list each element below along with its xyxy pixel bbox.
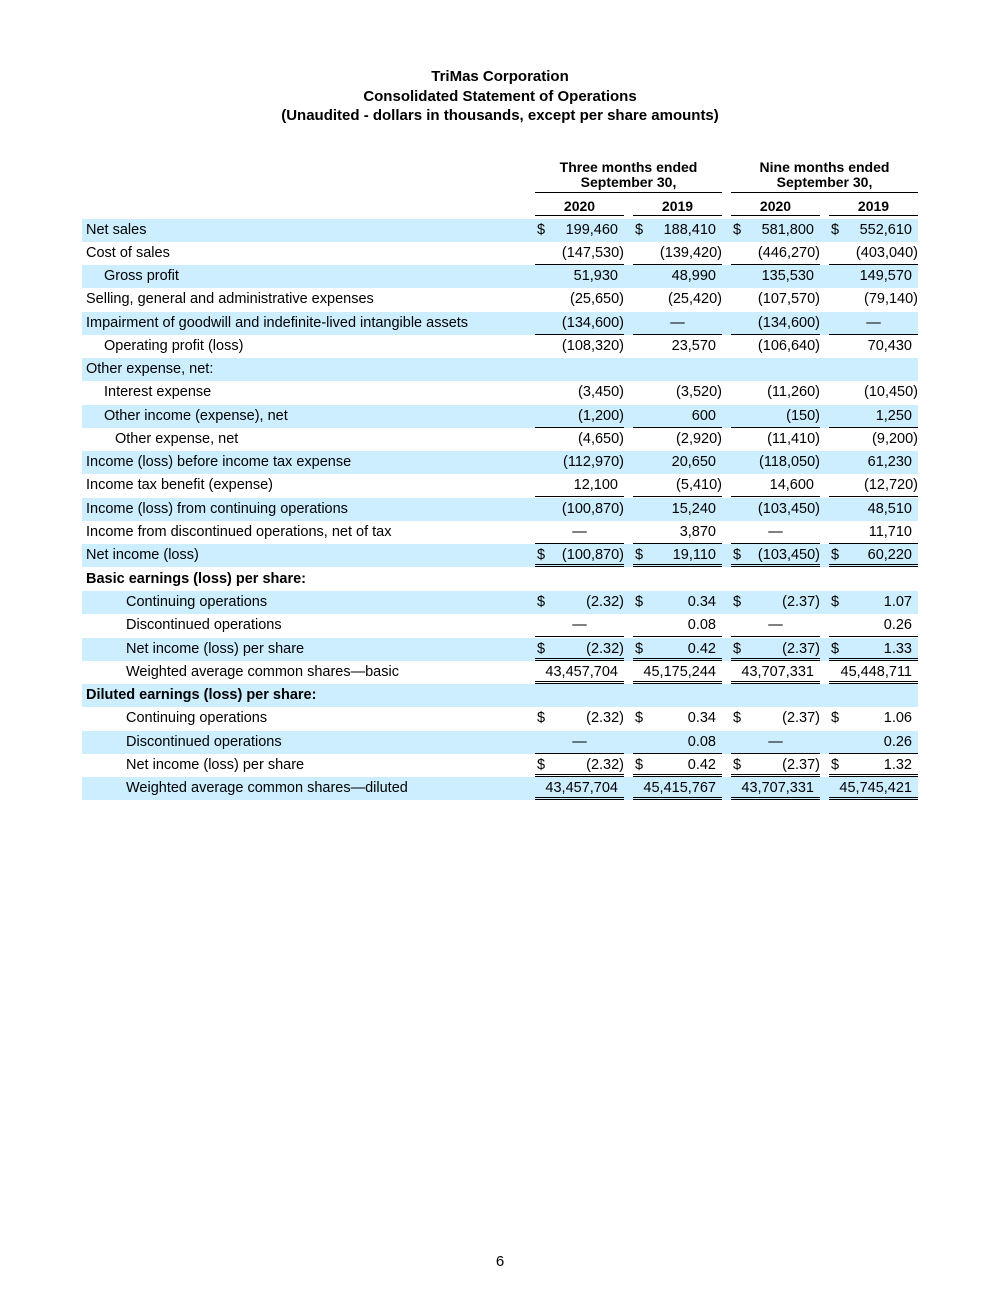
table-row xyxy=(82,312,918,335)
currency-symbol: $ xyxy=(733,757,742,773)
value-cell xyxy=(731,498,820,521)
table-row xyxy=(82,568,918,591)
value-cell xyxy=(731,684,820,707)
cell-value: (3,450) xyxy=(578,384,624,400)
value-cell xyxy=(731,428,820,451)
cell-value: (103,450) xyxy=(757,501,820,517)
table-row xyxy=(82,288,918,311)
cell-value: (118,050) xyxy=(759,454,820,470)
row-label: Continuing operations xyxy=(126,710,268,726)
cell-value: 43,707,331 xyxy=(741,664,814,680)
cell-value: — xyxy=(572,734,587,750)
value-cell xyxy=(535,568,624,591)
value-cell xyxy=(829,498,918,521)
table-row xyxy=(82,451,918,474)
cell-value: (147,530) xyxy=(561,245,624,261)
row-label: Income from discontinued operations, net of tax xyxy=(86,524,392,540)
value-cell xyxy=(731,358,820,381)
cell-value: (4,650) xyxy=(578,431,624,447)
table-row xyxy=(82,544,918,567)
value-cell xyxy=(633,242,722,265)
cell-value: — xyxy=(866,315,881,331)
value-cell xyxy=(731,661,820,684)
currency-symbol: $ xyxy=(537,547,546,563)
value-cell xyxy=(829,358,918,381)
value-cell xyxy=(633,405,722,428)
value-cell xyxy=(535,544,624,567)
row-label: Basic earnings (loss) per share: xyxy=(86,571,306,587)
currency-symbol: $ xyxy=(537,641,546,657)
cell-value: 45,175,244 xyxy=(643,664,716,680)
currency-symbol: $ xyxy=(831,594,840,610)
year-header-2020-q: 2020 xyxy=(535,198,624,216)
currency-symbol: $ xyxy=(635,594,644,610)
cell-value: 135,530 xyxy=(761,268,814,284)
cell-value: 45,415,767 xyxy=(643,780,716,796)
value-cell xyxy=(633,544,722,567)
table-row xyxy=(82,521,918,544)
value-cell xyxy=(731,777,820,800)
value-cell xyxy=(633,265,722,288)
cell-value: (11,410) xyxy=(767,431,820,447)
row-label: Income tax benefit (expense) xyxy=(86,477,273,493)
value-cell xyxy=(829,707,918,730)
cell-value: 51,930 xyxy=(573,268,618,284)
value-cell xyxy=(535,474,624,497)
cell-value: (2.37) xyxy=(782,710,820,726)
cell-value: (1,200) xyxy=(578,407,624,424)
value-cell xyxy=(829,638,918,661)
value-cell xyxy=(633,358,722,381)
row-label: Diluted earnings (loss) per share: xyxy=(86,687,317,703)
currency-symbol: $ xyxy=(733,710,742,726)
value-cell xyxy=(731,731,820,754)
cell-value: 45,448,711 xyxy=(840,664,912,680)
table-row xyxy=(82,731,918,754)
currency-symbol: $ xyxy=(831,757,840,773)
cell-value: (9,200) xyxy=(872,431,918,447)
cell-value: (139,420) xyxy=(659,245,722,261)
value-cell xyxy=(633,638,722,661)
value-cell xyxy=(633,219,722,242)
table-row xyxy=(82,498,918,521)
statement-subtitle: (Unaudited - dollars in thousands, except per share amounts) xyxy=(281,107,719,124)
row-label: Interest expense xyxy=(104,384,212,400)
cell-value: (2.32) xyxy=(586,757,624,773)
cell-value: 3,870 xyxy=(679,524,716,540)
row-label: Weighted average common shares—basic xyxy=(126,664,399,680)
cell-value: 188,410 xyxy=(663,221,716,238)
cell-value: — xyxy=(670,315,685,331)
value-cell xyxy=(829,428,918,451)
cell-value: 11,710 xyxy=(868,524,912,540)
value-cell xyxy=(535,242,624,265)
cell-value: 1.06 xyxy=(883,710,912,726)
value-cell xyxy=(829,312,918,335)
cell-value: (2.32) xyxy=(586,710,624,726)
value-cell xyxy=(731,521,820,544)
row-label: Net income (loss) xyxy=(86,547,199,563)
row-label: Discontinued operations xyxy=(126,734,282,750)
year-header-2020-ytd: 2020 xyxy=(731,198,820,216)
value-cell xyxy=(731,568,820,591)
value-cell xyxy=(633,591,722,614)
value-cell xyxy=(829,544,918,567)
year-header-2019-ytd: 2019 xyxy=(829,198,918,216)
value-cell xyxy=(535,638,624,661)
cell-value: 23,570 xyxy=(671,338,716,354)
value-cell xyxy=(535,381,624,404)
cell-value: 581,800 xyxy=(761,221,814,238)
currency-symbol: $ xyxy=(733,221,742,238)
value-cell xyxy=(633,731,722,754)
cell-value: 12,100 xyxy=(573,477,618,493)
currency-symbol: $ xyxy=(831,710,840,726)
cell-value: — xyxy=(572,524,587,540)
cell-value: (446,270) xyxy=(757,245,820,261)
value-cell xyxy=(535,312,624,335)
value-cell xyxy=(535,265,624,288)
table-row xyxy=(82,614,918,637)
currency-symbol: $ xyxy=(831,641,840,657)
cell-value: 19,110 xyxy=(672,547,716,563)
cell-value: 0.26 xyxy=(883,617,912,633)
cell-value: (2.37) xyxy=(782,757,820,773)
cell-value: 149,570 xyxy=(859,268,912,284)
cell-value: — xyxy=(768,524,783,540)
row-label: Discontinued operations xyxy=(126,617,282,633)
cell-value: 43,707,331 xyxy=(741,780,814,796)
value-cell xyxy=(829,777,918,800)
currency-symbol: $ xyxy=(635,221,644,238)
cell-value: (12,720) xyxy=(863,477,918,493)
value-cell xyxy=(731,405,820,428)
value-cell xyxy=(829,405,918,428)
value-cell xyxy=(829,614,918,637)
value-cell xyxy=(535,428,624,451)
cell-value: (100,870) xyxy=(561,547,624,563)
value-cell xyxy=(731,288,820,311)
value-cell xyxy=(829,731,918,754)
value-cell xyxy=(535,754,624,777)
cell-value: (108,320) xyxy=(561,338,624,354)
table-row xyxy=(82,219,918,242)
currency-symbol: $ xyxy=(733,547,742,563)
row-label: Income (loss) before income tax expense xyxy=(86,454,352,470)
value-cell xyxy=(535,451,624,474)
table-row xyxy=(82,405,918,428)
cell-value: 0.08 xyxy=(687,617,716,633)
table-row xyxy=(82,684,918,707)
row-label: Impairment of goodwill and indefinite-lived intangible assets xyxy=(86,315,469,331)
cell-value: 60,220 xyxy=(867,547,912,563)
table-row xyxy=(82,777,918,800)
value-cell xyxy=(731,638,820,661)
value-cell xyxy=(731,544,820,567)
cell-value: (5,410) xyxy=(676,477,722,493)
cell-value: (112,970) xyxy=(563,454,624,470)
cell-value: 0.42 xyxy=(687,757,716,773)
cell-value: 43,457,704 xyxy=(545,664,618,680)
cell-value: (106,640) xyxy=(757,338,820,354)
cell-value: (403,040) xyxy=(855,245,918,261)
cell-value: — xyxy=(572,617,587,633)
row-label: Cost of sales xyxy=(86,245,170,261)
value-cell xyxy=(829,591,918,614)
value-cell xyxy=(829,335,918,358)
cell-value: (25,420) xyxy=(667,291,722,307)
cell-value: (2.32) xyxy=(586,641,624,657)
table-row xyxy=(82,707,918,730)
cell-value: (79,140) xyxy=(863,291,918,307)
cell-value: 45,745,421 xyxy=(839,780,912,796)
table-row xyxy=(82,381,918,404)
value-cell xyxy=(829,288,918,311)
page-number: 6 xyxy=(495,1253,505,1270)
row-label: Income (loss) from continuing operations xyxy=(86,501,348,517)
cell-value: 15,240 xyxy=(671,501,716,517)
value-cell xyxy=(731,265,820,288)
currency-symbol: $ xyxy=(831,547,840,563)
value-cell xyxy=(535,358,624,381)
value-cell xyxy=(633,568,722,591)
value-cell xyxy=(535,405,624,428)
cell-value: 0.42 xyxy=(687,641,716,657)
value-cell xyxy=(633,335,722,358)
value-cell xyxy=(731,707,820,730)
value-cell xyxy=(633,684,722,707)
row-label: Selling, general and administrative expenses xyxy=(86,291,374,307)
row-label: Weighted average common shares—diluted xyxy=(126,780,408,796)
value-cell xyxy=(535,661,624,684)
value-cell xyxy=(829,242,918,265)
cell-value: 70,430 xyxy=(867,338,912,354)
value-cell xyxy=(829,381,918,404)
cell-value: 48,510 xyxy=(867,501,912,517)
value-cell xyxy=(633,312,722,335)
cell-value: 1.33 xyxy=(883,641,912,657)
value-cell xyxy=(731,614,820,637)
value-cell xyxy=(829,568,918,591)
value-cell xyxy=(535,288,624,311)
currency-symbol: $ xyxy=(635,710,644,726)
table-row xyxy=(82,428,918,451)
table-row xyxy=(82,358,918,381)
value-cell xyxy=(633,288,722,311)
cell-value: 552,610 xyxy=(859,221,912,238)
value-cell xyxy=(829,474,918,497)
value-cell xyxy=(731,591,820,614)
currency-symbol: $ xyxy=(537,594,546,610)
value-cell xyxy=(535,684,624,707)
cell-value: 0.08 xyxy=(687,734,716,750)
value-cell xyxy=(731,242,820,265)
cell-value: 43,457,704 xyxy=(545,780,618,796)
cell-value: 48,990 xyxy=(671,268,716,284)
row-label: Other income (expense), net xyxy=(104,407,288,424)
value-cell xyxy=(731,219,820,242)
value-cell xyxy=(633,777,722,800)
currency-symbol: $ xyxy=(733,641,742,657)
table-row xyxy=(82,265,918,288)
statement-title: Consolidated Statement of Operations xyxy=(363,87,637,105)
cell-value: 1,250 xyxy=(875,407,912,424)
row-label: Gross profit xyxy=(104,268,179,284)
table-row xyxy=(82,242,918,265)
cell-value: (3,520) xyxy=(676,384,722,400)
year-header-2019-q: 2019 xyxy=(633,198,722,216)
cell-value: — xyxy=(768,734,783,750)
cell-value: (11,260) xyxy=(767,384,820,400)
value-cell xyxy=(731,474,820,497)
table-row xyxy=(82,474,918,497)
three-months-header: Three months ended September 30, xyxy=(535,160,722,193)
cell-value: 1.07 xyxy=(883,594,912,610)
row-label: Net income (loss) per share xyxy=(126,641,305,657)
value-cell xyxy=(535,591,624,614)
currency-symbol: $ xyxy=(831,221,840,238)
cell-value: (134,600) xyxy=(561,315,624,331)
company-name: TriMas Corporation xyxy=(431,68,569,85)
value-cell xyxy=(535,521,624,544)
nine-months-header: Nine months ended September 30, xyxy=(731,160,918,193)
row-label: Continuing operations xyxy=(126,594,268,610)
row-label: Other expense, net xyxy=(115,431,239,447)
cell-value: (103,450) xyxy=(757,547,820,563)
value-cell xyxy=(731,451,820,474)
value-cell xyxy=(829,684,918,707)
currency-symbol: $ xyxy=(537,710,546,726)
cell-value: (2.32) xyxy=(586,594,624,610)
currency-symbol: $ xyxy=(635,641,644,657)
value-cell xyxy=(829,451,918,474)
cell-value: (134,600) xyxy=(757,315,820,331)
table-row xyxy=(82,754,918,777)
value-cell xyxy=(829,521,918,544)
table-row xyxy=(82,638,918,661)
cell-value: 20,650 xyxy=(671,454,716,470)
value-cell xyxy=(535,219,624,242)
currency-symbol: $ xyxy=(537,757,546,773)
value-cell xyxy=(633,707,722,730)
value-cell xyxy=(535,707,624,730)
value-cell xyxy=(829,219,918,242)
row-label: Net sales xyxy=(86,221,147,238)
cell-value: 61,230 xyxy=(867,454,912,470)
value-cell xyxy=(829,754,918,777)
value-cell xyxy=(829,265,918,288)
cell-value: 14,600 xyxy=(769,477,814,493)
cell-value: (2.37) xyxy=(782,594,820,610)
table-row xyxy=(82,335,918,358)
cell-value: 0.34 xyxy=(687,710,716,726)
value-cell xyxy=(633,498,722,521)
value-cell xyxy=(535,614,624,637)
value-cell xyxy=(731,335,820,358)
cell-value: 0.26 xyxy=(883,734,912,750)
cell-value: 199,460 xyxy=(565,221,618,238)
currency-symbol: $ xyxy=(635,757,644,773)
cell-value: (107,570) xyxy=(757,291,820,307)
cell-value: (100,870) xyxy=(561,501,624,517)
value-cell xyxy=(731,381,820,404)
cell-value: (25,650) xyxy=(569,291,624,307)
cell-value: — xyxy=(768,617,783,633)
value-cell xyxy=(535,498,624,521)
value-cell xyxy=(633,754,722,777)
currency-symbol: $ xyxy=(733,594,742,610)
row-label: Operating profit (loss) xyxy=(104,338,244,354)
value-cell xyxy=(535,731,624,754)
cell-value: (2,920) xyxy=(676,431,722,447)
value-cell xyxy=(535,335,624,358)
value-cell xyxy=(829,661,918,684)
cell-value: 1.32 xyxy=(883,757,912,773)
value-cell xyxy=(633,521,722,544)
currency-symbol: $ xyxy=(537,221,546,238)
cell-value: (10,450) xyxy=(863,384,918,400)
table-row xyxy=(82,661,918,684)
value-cell xyxy=(731,312,820,335)
value-cell xyxy=(633,614,722,637)
cell-value: 600 xyxy=(691,407,716,424)
value-cell xyxy=(633,474,722,497)
cell-value: 0.34 xyxy=(687,594,716,610)
value-cell xyxy=(633,428,722,451)
value-cell xyxy=(535,777,624,800)
value-cell xyxy=(633,451,722,474)
cell-value: (2.37) xyxy=(782,641,820,657)
row-label: Net income (loss) per share xyxy=(126,757,305,773)
value-cell xyxy=(633,381,722,404)
row-label: Other expense, net: xyxy=(86,361,214,377)
currency-symbol: $ xyxy=(635,547,644,563)
table-row xyxy=(82,591,918,614)
value-cell xyxy=(633,661,722,684)
cell-value: (150) xyxy=(786,407,820,424)
value-cell xyxy=(731,754,820,777)
